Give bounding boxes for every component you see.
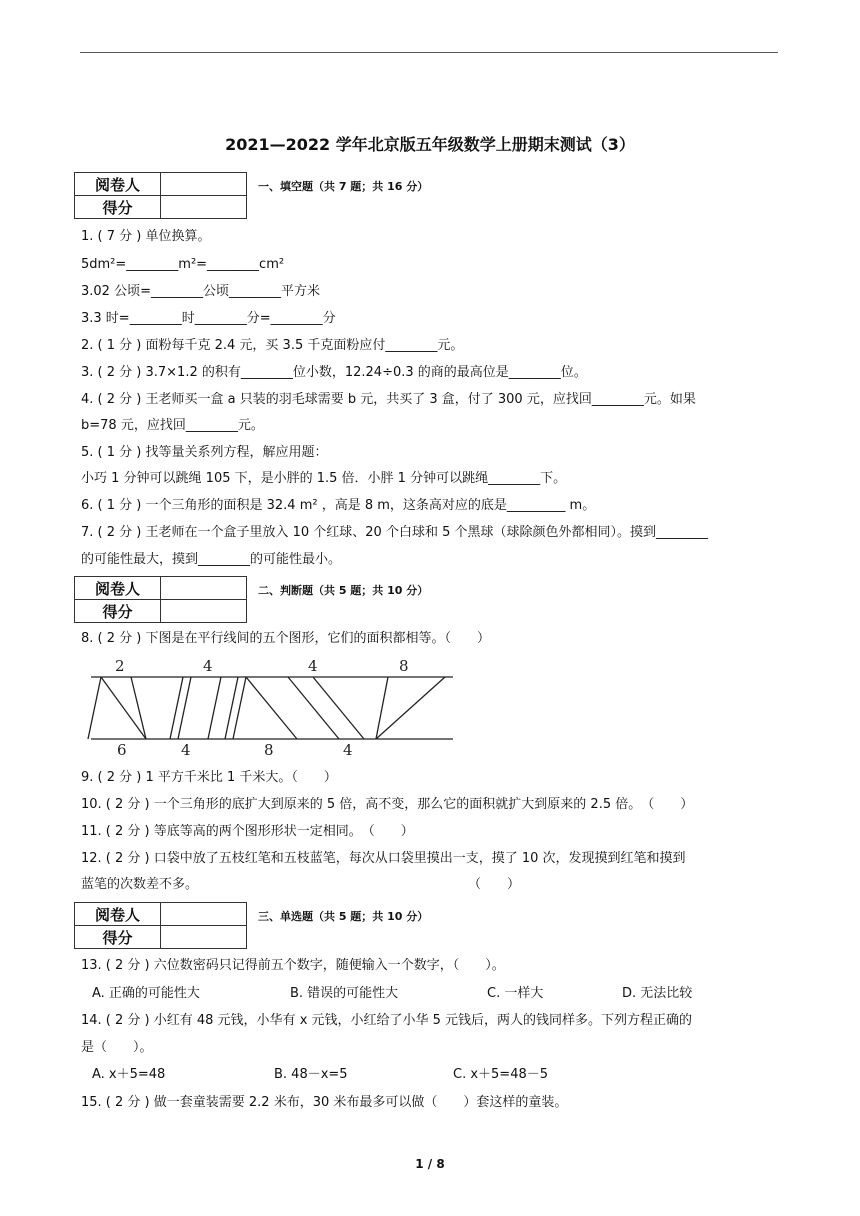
figure-top-label: 4 <box>203 657 213 675</box>
shape-edge <box>178 677 191 739</box>
shape-edge <box>88 677 101 739</box>
score-label: 得分 <box>75 926 161 949</box>
question-3: 3. ( 2 分 ) 3.7×1.2 的积有________位小数，12.24÷0.3 的商的最高位是________位。 <box>81 365 587 380</box>
question-12-line-1: 12. ( 2 分 ) 口袋中放了五枝红笔和五枝蓝笔，每次从口袋里摸出一支，摸了 10 次，发现摸到红笔和摸到 <box>81 851 686 866</box>
question-5-line-1: 5. ( 1 分 ) 找等量关系列方程，解应用题： <box>81 445 328 460</box>
grader-table-2 <box>74 576 247 623</box>
score-label: 得分 <box>75 196 161 219</box>
figure-top-label: 8 <box>399 657 409 675</box>
q13-option-c: C. 一样大 <box>487 986 544 1001</box>
section-heading-fill-in: 一、填空题（共 7 题；共 16 分） <box>258 180 429 193</box>
question-12-line-2: 蓝笔的次数差不多。 <box>81 877 199 892</box>
page-number: 1 / 8 <box>415 1157 445 1171</box>
question-1: 1. ( 7 分 ) 单位换算。 <box>81 229 211 244</box>
document-title: 2021—2022 学年北京版五年级数学上册期末测试（3） <box>225 135 635 154</box>
shape-edge <box>288 677 339 739</box>
question-4-line-1: 4. ( 2 分 ) 王老师买一盒 a 只装的羽毛球需要 b 元，共买了 3 盒，付了 300 元，应找回________元。如果 <box>81 392 696 407</box>
question-14-line-1: 14. ( 2 分 ) 小红有 48 元钱，小华有 x 元钱，小红给了小华 5 元钱后，两人的钱同样多。下列方程正确的 <box>81 1013 693 1028</box>
question-7-line-1: 7. ( 2 分 ) 王老师在一个盒子里放入 10 个红球、20 个白球和 5 个黑球（球除颜色外都相同）。摸到________ <box>81 525 708 540</box>
q13-option-b: B. 错误的可能性大 <box>290 986 399 1001</box>
question-2: 2. ( 1 分 ) 面粉每千克 2.4 元，买 3.5 千克面粉应付________元。 <box>81 338 464 353</box>
grader-table-3 <box>74 902 247 949</box>
question-12-answer-bracket: （ ） <box>468 877 521 892</box>
shape-edge <box>208 677 221 739</box>
question-5-line-2: 小巧 1 分钟可以跳绳 105 下，是小胖的 1.5 倍．小胖 1 分钟可以跳绳________下。 <box>81 471 567 486</box>
figure-top-label: 4 <box>308 657 318 675</box>
question-1-part-a: 5dm²=________m²=________cm² <box>81 257 285 272</box>
reviewer-blank <box>161 903 247 926</box>
shape-edge <box>170 677 183 739</box>
question-9: 9. ( 2 分 ) 1 平方千米比 1 千米大。（ ） <box>81 770 337 785</box>
shape-edge <box>225 677 238 739</box>
question-14-line-2: 是（ ）。 <box>81 1040 153 1055</box>
section-heading-true-false: 二、判断题（共 5 题；共 10 分） <box>258 584 429 597</box>
question-13: 13. ( 2 分 ) 六位数密码只记得前五个数字，随便输入一个数字，（ ）。 <box>81 958 505 973</box>
shape-edge <box>233 677 246 739</box>
shape-edge <box>101 677 146 739</box>
question-1-part-b: 3.02 公顷=________公顷________平方米 <box>81 284 320 299</box>
score-blank <box>161 600 247 623</box>
reviewer-label: 阅卷人 <box>75 173 161 196</box>
shape-edge <box>246 677 297 739</box>
score-label: 得分 <box>75 600 161 623</box>
q14-option-b: B. 48－x=5 <box>274 1067 348 1082</box>
question-11: 11. ( 2 分 ) 等底等高的两个图形形状一定相同。 （ ） <box>81 824 414 839</box>
q14-option-c: C. x＋5=48－5 <box>453 1067 549 1082</box>
question-15: 15. ( 2 分 ) 做一套童装需要 2.2 米布，30 米布最多可以做（ ）套这样的童装。 <box>81 1095 568 1110</box>
figure-top-label: 2 <box>115 657 125 675</box>
reviewer-label: 阅卷人 <box>75 903 161 926</box>
question-10: 10. ( 2 分 ) 一个三角形的底扩大到原来的 5 倍，高不变，那么它的面积就扩大到原来的 2.5 倍。 （ ） <box>81 797 694 812</box>
question-7-line-2: 的可能性最大，摸到________的可能性最小。 <box>81 552 342 567</box>
question-1-part-c: 3.3 时=________时________分=________分 <box>81 311 336 326</box>
reviewer-blank <box>161 577 247 600</box>
score-blank <box>161 196 247 219</box>
shape-edge <box>313 677 364 739</box>
parallel-lines-figure <box>83 655 455 757</box>
figure-bottom-label: 4 <box>343 741 353 757</box>
question-6: 6. ( 1 分 ) 一个三角形的面积是 32.4 m² ，高是 8 m，这条高对应的底是_________ m。 <box>81 498 596 513</box>
header-rule <box>80 52 778 53</box>
question-4-line-2: b=78 元，应找回________元。 <box>81 418 264 433</box>
q13-option-a: A. 正确的可能性大 <box>92 986 200 1001</box>
reviewer-label: 阅卷人 <box>75 577 161 600</box>
q14-option-a: A. x＋5=48 <box>92 1067 166 1082</box>
grader-table-1 <box>74 172 247 219</box>
section-heading-single-choice: 三、单选题（共 5 题；共 10 分） <box>258 910 429 923</box>
reviewer-blank <box>161 173 247 196</box>
figure-bottom-label: 6 <box>117 741 127 757</box>
question-8: 8. ( 2 分 ) 下图是在平行线间的五个图形，它们的面积都相等。（ ） <box>81 631 490 646</box>
figure-bottom-label: 4 <box>181 741 191 757</box>
q13-option-d: D. 无法比较 <box>622 986 693 1001</box>
figure-bottom-label: 8 <box>264 741 274 757</box>
score-blank <box>161 926 247 949</box>
